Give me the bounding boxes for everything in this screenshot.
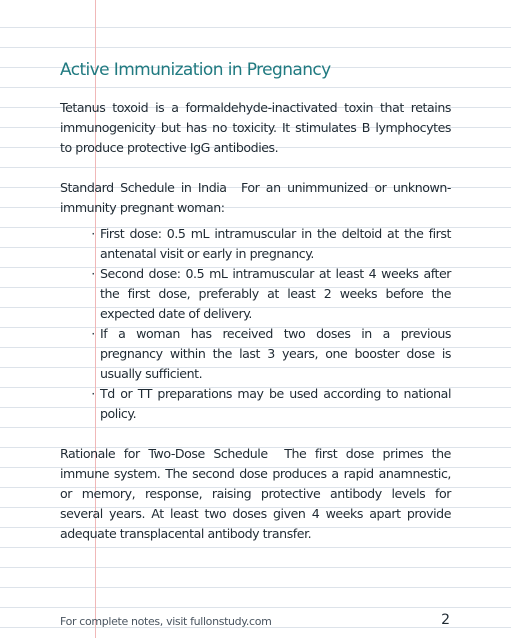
list-item-text: If a woman has received two doses in a previous pregnancy within the last 3 years, one booster dose is usually sufficient. [100, 326, 451, 381]
rationale-heading: Rationale for Two-Dose Schedule [60, 446, 268, 461]
rationale-paragraph [60, 444, 451, 544]
page-number: 2 [441, 612, 450, 628]
intro-paragraph: Tetanus toxoid is a formaldehyde-inactivated toxin that retains immunogenicity but has no toxicity. It stimulates B lymphocytes to produce protective IgG antibodies. [60, 100, 451, 155]
list-item-text: First dose: 0.5 mL intramuscular in the deltoid at the first antenatal visit or early in pregnancy. [100, 226, 451, 261]
schedule-lead: For an unimmunized or unknown-immunity pregnant woman: [60, 180, 451, 215]
bullet-icon: · [91, 386, 95, 401]
schedule-paragraph [60, 178, 451, 218]
bullet-icon: · [91, 326, 95, 341]
rationale-text: The first dose primes the immune system. The second dose produces a rapid anamnestic, or memory, response, raising protective antibody levels for several years. At least two doses given 4 weeks apart provide adequate transplacental antibody transfer. [60, 446, 451, 541]
footer-note: For complete notes, visit fullonstudy.com [60, 615, 272, 628]
list-item-text: Second dose: 0.5 mL intramuscular at least 4 weeks after the first dose, preferably at least 2 weeks before the expected date of delivery. [100, 266, 451, 321]
bullet-icon: · [91, 226, 95, 241]
page-title: Active Immunization in Pregnancy [60, 60, 331, 80]
schedule-heading: Standard Schedule in India [60, 180, 227, 195]
schedule-list [60, 224, 451, 424]
page-content [60, 56, 451, 544]
list-item [88, 384, 451, 424]
list-item [88, 324, 451, 384]
list-item [88, 264, 451, 324]
bullet-icon: · [91, 266, 95, 281]
list-item [88, 224, 451, 264]
list-item-text: Td or TT preparations may be used according to national policy. [100, 386, 451, 421]
